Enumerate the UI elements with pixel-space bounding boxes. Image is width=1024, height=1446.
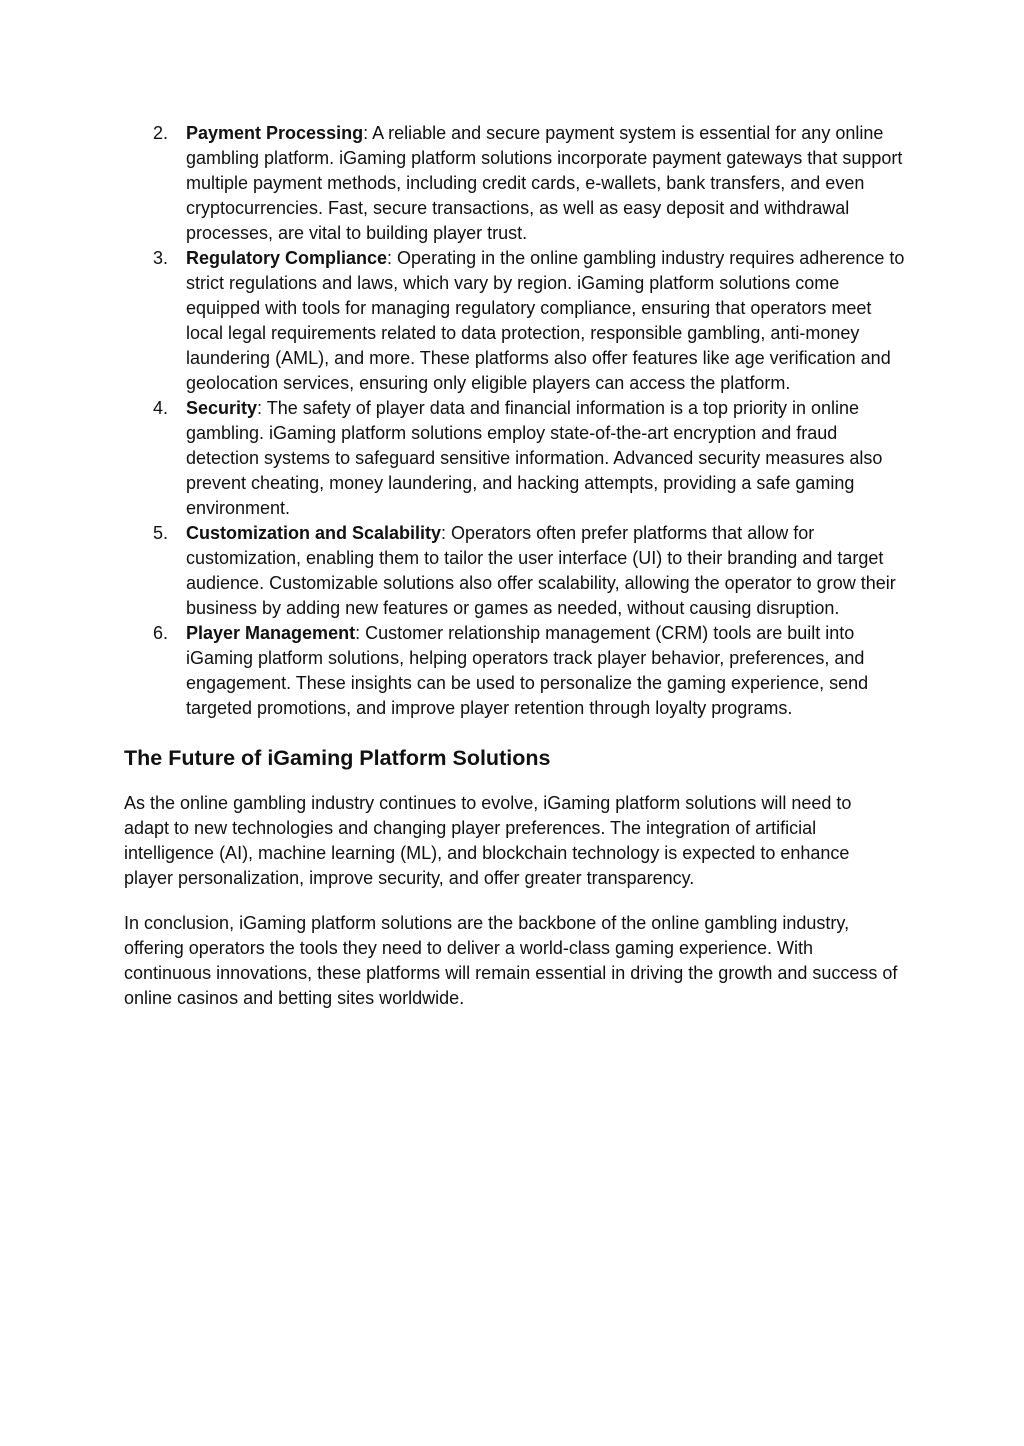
paragraph-future: As the online gambling industry continues to evolve, iGaming platform solutions will need to adapt to new technologies and changing player preferences. The integration of artificial intelligence (AI), machine learning (ML), and blockchain technology is expected to enhance player personalization, improve security, and offer greater transparency. xyxy=(124,793,852,888)
paragraph-conclusion: In conclusion, iGaming platform solutions are the backbone of the online gambling industry, offering operators the tools they need to deliver a world-class gaming experience. With continuous innovations, these platforms will remain essential in driving the growth and success of online casinos and betting sites worldwide. xyxy=(124,913,898,1008)
section-heading: The Future of iGaming Platform Solutions xyxy=(124,746,551,770)
list-item-text: : Customer relationship management (CRM) tools are built into iGaming platform solutions, helping operators track player behavior, preferences, and engagement. These insights can be used to personalize the gaming experience, send targeted promotions, and improve player retention through loyalty programs. xyxy=(186,623,869,718)
list-item-number: 3. xyxy=(153,248,169,268)
list-item-term: Regulatory Compliance xyxy=(186,248,388,268)
list-item-text: : The safety of player data and financial information is a top priority in online gambling. iGaming platform solutions employ state-of-the-art encryption and fraud detection systems to safeguard sensitive information. Advanced security measures also prevent cheating, money laundering, and hacking attempts, providing a safe gaming environment. xyxy=(186,398,883,518)
list-item-term: Payment Processing xyxy=(186,123,364,143)
list-item-customization-scalability xyxy=(124,521,908,621)
list-item-term: Customization and Scalability xyxy=(186,523,442,543)
list-item-term: Player Management xyxy=(186,623,356,643)
list-item-text: : Operators often prefer platforms that allow for customization, enabling them to tailor the user interface (UI) to their branding and target audience. Customizable solutions also offer scalability, allowing the operator to grow their business by adding new features or games as needed, without causing disruption. xyxy=(186,523,896,618)
list-item-number: 6. xyxy=(153,623,169,643)
list-item-number: 5. xyxy=(153,523,169,543)
list-item-payment-processing xyxy=(124,121,908,246)
list-item-text: : Operating in the online gambling industry requires adherence to strict regulations and laws, which vary by region. iGaming platform solutions come equipped with tools for managing regulatory compliance, ensuring that operators meet local legal requirements related to data protection, responsible gambling, anti-money laundering (AML), and more. These platforms also offer features like age verification and geolocation services, ensuring only eligible players can access the platform. xyxy=(186,248,905,393)
list-item-regulatory-compliance xyxy=(124,246,908,396)
list-item-number: 4. xyxy=(153,398,169,418)
feature-list xyxy=(124,121,905,721)
list-item-security xyxy=(124,396,908,521)
list-item-text: : A reliable and secure payment system is essential for any online gambling platform. iGaming platform solutions incorporate payment gateways that support multiple payment methods, including credit cards, e-wallets, bank transfers, and even cryptocurrencies. Fast, secure transactions, as well as easy deposit and withdrawal processes, are vital to building player trust. xyxy=(186,123,903,243)
list-item-number: 2. xyxy=(153,123,169,143)
list-item-player-management xyxy=(124,621,908,721)
list-item-term: Security xyxy=(186,398,258,418)
